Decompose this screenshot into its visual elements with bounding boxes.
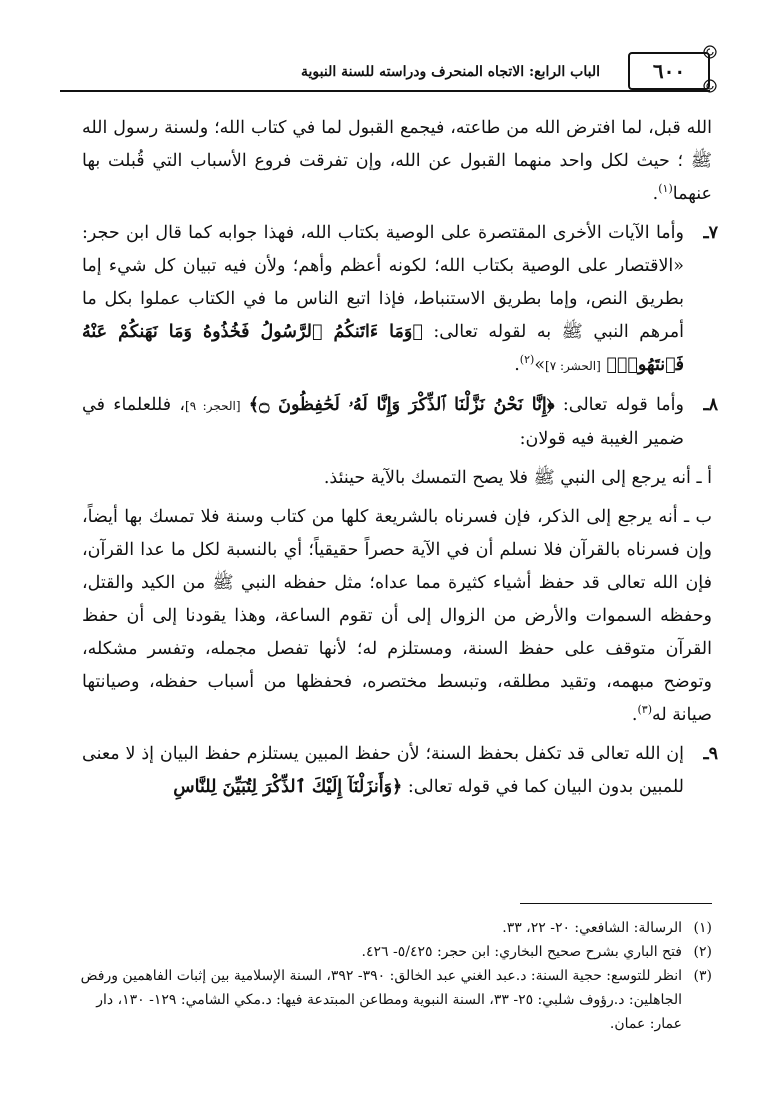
verse-source: [الحجر: ٩] bbox=[185, 399, 241, 413]
footnote-number: (٣) bbox=[693, 968, 712, 984]
floral-ornament-icon bbox=[702, 44, 718, 60]
footnote-ref: (٢) bbox=[519, 353, 535, 367]
intro-end: . bbox=[652, 184, 659, 204]
option-b-end: . bbox=[631, 705, 638, 725]
quran-verse: ﴿وَمَا ءَاتَنكُمُ ٱلرَّسُولُ فَخُذُوهُ وَمَا نَهَنكُمْ عَنْهُ فَٱنتَهُوا۟﴾ bbox=[82, 322, 684, 375]
footnote-text: انظر للتوسع: حجية السنة: د.عبد الغني عبد الخالق: ٣٩٠- ٣٩٢، السنة الإسلامية بين إثبات الفاهمين ورفض الجاهلين: د.رؤوف شلبي: ٢٥- ٣٣، السنة النبوية ومطاعن المبتدعة فيها: د.مكي الشامي: ١٢٩- ١٣٠، دار عمار: عمان. bbox=[80, 968, 682, 1032]
quote-close: » bbox=[534, 355, 546, 375]
main-text bbox=[82, 112, 718, 810]
footnote-ref: (٣) bbox=[637, 703, 652, 717]
footnote bbox=[60, 916, 712, 940]
item-number: ٩ـ bbox=[703, 744, 718, 764]
item-number: ٨ـ bbox=[703, 395, 718, 415]
item-8-text: وأما قوله تعالى: bbox=[562, 395, 684, 415]
item-7: ٧ـ وأما الآيات الأخرى المقتصرة على الوصية بكتاب الله، فهذا جوابه كما قال ابن حجر: «الاقتصار على الوصية بكتاب الله؛ لكونه أعظم وأهم؛ ولأن فيه تبيان كل شيء إما بطريق النص، وإما بطريق الاستنباط، فإذا اتبع الناس ما في الكتاب عملوا بكل ما أمرهم النبي ﷺ به لقوله تعالى: ﴿وَمَا ءَاتَنكُمُ ٱلرَّسُولُ فَخُذُوهُ وَمَا نَهَنكُمْ عَنْهُ فَٱنتَهُوا۟﴾ [الحشر: ٧]»$^{(٢)}$. bbox=[82, 217, 712, 383]
chapter-title: الباب الرابع: الاتجاه المنحرف ودراسته للسنة النبوية bbox=[301, 64, 600, 80]
footnotes bbox=[60, 916, 712, 1036]
footnote bbox=[60, 964, 712, 1036]
option-b-text: ب ـ أنه يرجع إلى الذكر، فإن فسرناه بالشريعة كلها من كتاب وسنة فلا تمسك بها أيضاً، وإن فسرناه بالقرآن فلا نسلم أن في الآية حصراً حقيقياً؛ أي بالنسبة لكل ما عدا القرآن، فإن الله تعالى قد حفظ أشياء كثيرة مما عداه؛ مثل حفظه النبي ﷺ من الكيد والقتل، وحفظه السموات والأرض من الزوال إلى أن تقوم الساعة، وهذا يقودنا إلى أن حفظ القرآن متوقف على حفظ السنة، ومستلزم له؛ لأنها تفصل مجمله، وتفسر مشكله، وتوضح مبهمه، وتقيد مطلقه، وتبسط مختصره، فحفظها من أسباب حفظه، وصيانتها صيانة له bbox=[82, 507, 712, 725]
quran-verse: ﴿إِنَّا نَحْنُ نَزَّلْنَا ٱلذِّكْرَ وَإِنَّا لَهُۥ لَحَٰفِظُونَ ۝﴾ bbox=[248, 395, 555, 415]
item-9 bbox=[82, 738, 718, 804]
footnote bbox=[60, 940, 712, 964]
footnote-text: الرسالة: الشافعي: ٢٠- ٢٢، ٣٣. bbox=[502, 920, 682, 936]
footnote-text: فتح الباري بشرح صحيح البخاري: ابن حجر: ٥/٤٢٥- ٤٢٦. bbox=[361, 944, 682, 960]
header-rule bbox=[60, 90, 710, 92]
item-9-text: إن الله تعالى قد تكفل بحفظ السنة؛ لأن حفظ المبين يستلزم حفظ البيان إذ لا معنى للمبين بدون البيان كما في قوله تعالى: bbox=[82, 744, 684, 797]
intro-text: الله قبل، لما افترض الله من طاعته، فيجمع القبول لما في كتاب الله؛ ولسنة رسول الله ﷺ ؛ حيث لكل واحد منهما القبول عن الله، وإن تفرقت فروع الأسباب التي قُبلت بها عنهما bbox=[82, 118, 712, 204]
footnote-ref: (١) bbox=[658, 182, 673, 196]
running-header bbox=[60, 48, 710, 94]
option-a: أ ـ أنه يرجع إلى النبي ﷺ فلا يصح التمسك بالآية حينئذ. bbox=[323, 468, 712, 488]
item-8 bbox=[82, 389, 718, 456]
footnote-separator bbox=[520, 903, 712, 904]
page-number: ٦٠٠ bbox=[628, 52, 710, 90]
item-7-text: وأما الآيات الأخرى المقتصرة على الوصية بكتاب الله، فهذا جوابه كما قال ابن حجر: «الاقتصار على الوصية بكتاب الله؛ لكونه أعظم وأهم؛ ولأن فيه تبيان كل شيء إما بطريق النص، وإما بطريق الاستنباط، فإذا اتبع الناس ما في الكتاب عملوا بكل ما أمرهم النبي ﷺ به لقوله تعالى: bbox=[82, 223, 684, 342]
footnote-number: (٢) bbox=[693, 944, 712, 960]
item-8-continuation: ، فللعلماء في ضمير الغيبة فيه قولان: bbox=[82, 395, 684, 449]
footnote-number: (١) bbox=[693, 920, 712, 936]
option-b bbox=[82, 501, 712, 732]
verse-source: [الحشر: ٧] bbox=[545, 359, 601, 373]
intro-paragraph bbox=[82, 112, 712, 211]
quran-verse: ﴿وَأَنزَلْنَآ إِلَيْكَ ٱلذِّكْرَ لِتُبَيِّنَ لِلنَّاسِ bbox=[173, 777, 403, 797]
item-number: ٧ـ bbox=[703, 223, 718, 243]
